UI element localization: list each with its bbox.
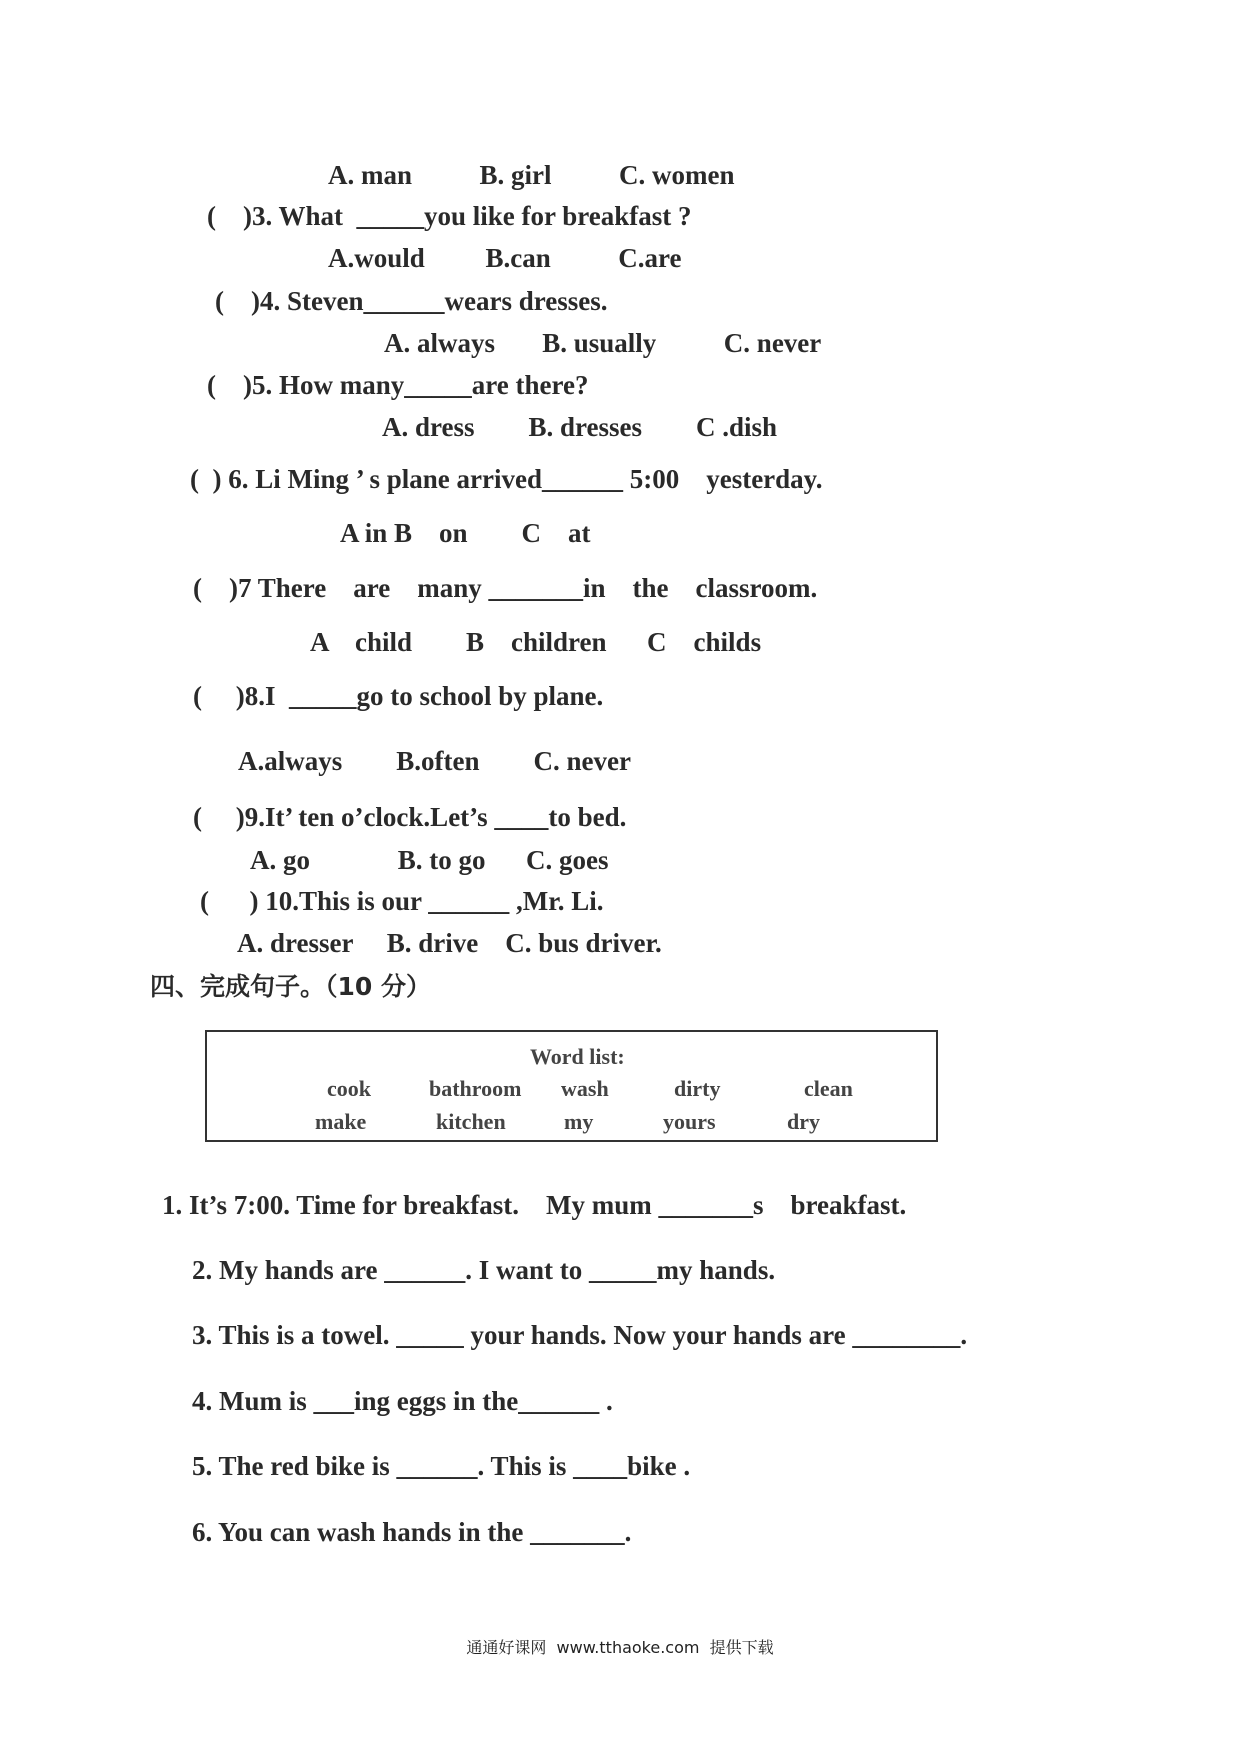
- q3-options: A.would B.can C.are: [328, 243, 682, 273]
- q8-options: A.always B.often C. never: [238, 746, 631, 776]
- word-bathroom: bathroom: [429, 1076, 522, 1101]
- word-make: make: [315, 1109, 367, 1134]
- q4-options: A. always B. usually C. never: [384, 328, 822, 358]
- q5-options: A. dress B. dresses C .dish: [382, 412, 778, 442]
- q6-options: A in B on C at: [340, 518, 591, 548]
- footer-credit: 通通好课网 www.tthaoke.com 提供下载: [466, 1638, 774, 1657]
- sentence-1: 1. It’s 7:00. Time for breakfast. My mum _______s breakfast.: [162, 1190, 907, 1220]
- question-7: ( )7 There are many _______in the classroom.: [193, 573, 818, 603]
- word-list-title: Word list:: [530, 1044, 625, 1069]
- sentence-4: 4. Mum is ___ing eggs in the______ .: [192, 1386, 613, 1416]
- section-heading: 四、完成句子。（10 分）: [150, 972, 431, 1001]
- question-10: ( ) 10.This is our ______ ,Mr. Li.: [200, 886, 604, 916]
- q10-options: A. dresser B. drive C. bus driver.: [237, 928, 662, 958]
- word-dirty: dirty: [674, 1076, 721, 1101]
- word-wash: wash: [561, 1076, 609, 1101]
- question-4: ( )4. Steven______wears dresses.: [215, 286, 608, 316]
- word-yours: yours: [663, 1109, 716, 1134]
- sentence-3: 3. This is a towel. _____ your hands. Now your hands are ________.: [192, 1320, 968, 1350]
- question-8: ( )8.I _____go to school by plane.: [193, 681, 604, 711]
- question-5: ( )5. How many_____are there?: [207, 370, 589, 400]
- sentence-2: 2. My hands are ______. I want to _____my hands.: [192, 1255, 776, 1285]
- q7-options: A child B children C childs: [310, 627, 762, 657]
- question-3: ( )3. What _____you like for breakfast ?: [207, 201, 692, 231]
- word-my: my: [564, 1109, 594, 1134]
- question-9: ( )9.It’ ten o’clock.Let’s ____to bed.: [193, 802, 627, 832]
- q9-options: A. go B. to go C. goes: [250, 845, 609, 875]
- sentence-5: 5. The red bike is ______. This is ____bike .: [192, 1451, 691, 1481]
- q2-options: A. man B. girl C. women: [328, 160, 735, 190]
- word-list-box: [205, 1030, 938, 1142]
- question-6: ( ) 6. Li Ming ’ s plane arrived______ 5:00 yesterday.: [190, 464, 823, 494]
- word-dry: dry: [787, 1109, 820, 1134]
- word-clean: clean: [804, 1076, 853, 1101]
- sentence-6: 6. You can wash hands in the _______.: [192, 1517, 632, 1547]
- word-cook: cook: [327, 1076, 371, 1101]
- word-kitchen: kitchen: [436, 1109, 506, 1134]
